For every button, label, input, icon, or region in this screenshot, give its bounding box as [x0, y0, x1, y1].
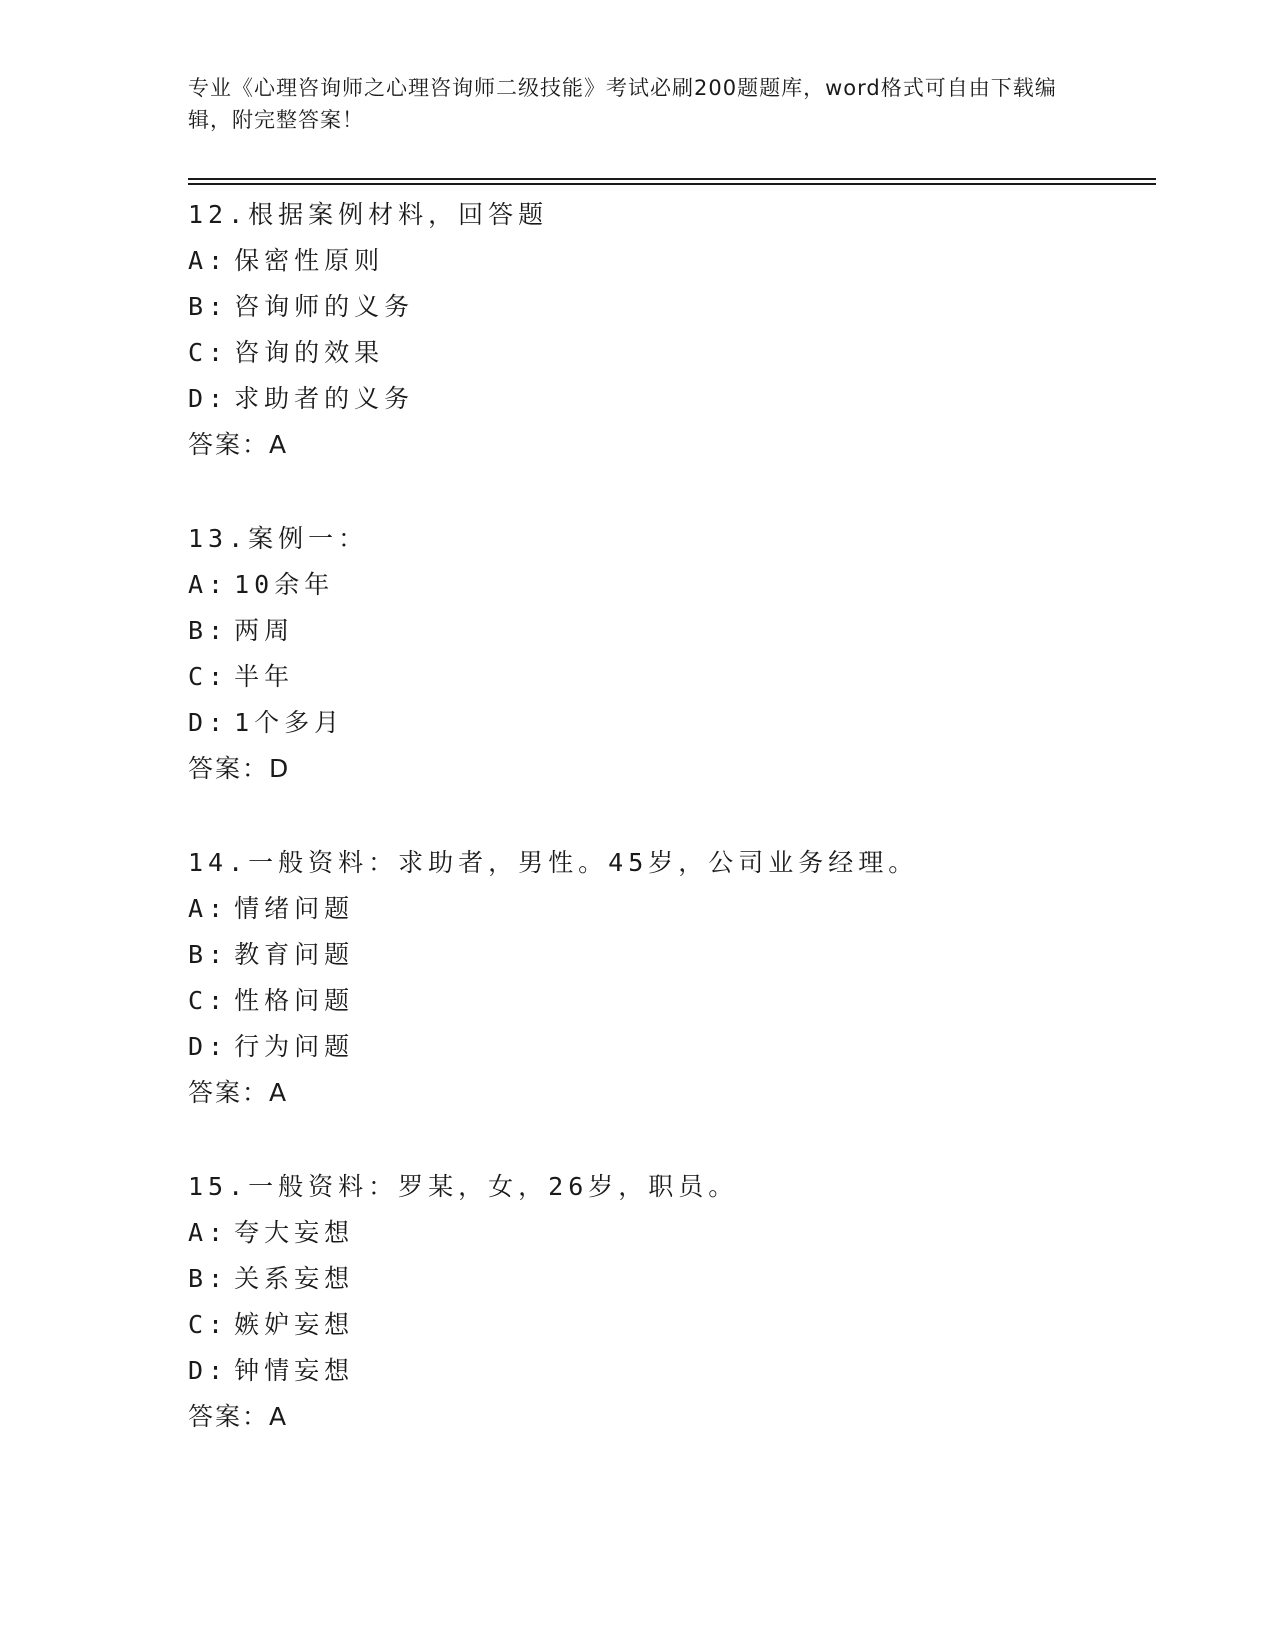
answer-label: 答案：	[188, 1402, 270, 1431]
option-label: B:	[188, 1264, 229, 1293]
answer-line	[188, 746, 1148, 792]
option-text: 半年	[234, 662, 295, 691]
option-a	[188, 562, 1148, 608]
question-stem: 15.一般资料：罗某，女，26岁，职员。	[188, 1172, 739, 1201]
option-a	[188, 1210, 1148, 1256]
option-text: 咨询的效果	[234, 338, 385, 367]
document-header-text: 专业《心理咨询师之心理咨询师二级技能》考试必刷200题题库，word格式可自由下载编辑，附完整答案！	[188, 76, 1057, 132]
answer-label: 答案：	[188, 1078, 270, 1107]
option-d	[188, 700, 1148, 746]
option-b	[188, 608, 1148, 654]
option-label: D:	[188, 384, 229, 413]
option-text: 两周	[234, 616, 295, 645]
question-item	[188, 840, 1148, 1116]
answer-label: 答案：	[188, 754, 270, 783]
option-label: A:	[188, 570, 229, 599]
option-text: 教育问题	[234, 940, 355, 969]
answer-value: A	[269, 1078, 289, 1107]
option-d	[188, 376, 1148, 422]
option-b	[188, 284, 1148, 330]
header-divider-bottom	[188, 183, 1156, 185]
option-text: 夸大妄想	[234, 1218, 355, 1247]
option-label: C:	[188, 1310, 229, 1339]
question-item	[188, 1164, 1148, 1440]
question-item	[188, 192, 1148, 468]
option-text: 性格问题	[234, 986, 355, 1015]
answer-value: A	[269, 430, 289, 459]
option-text: 保密性原则	[234, 246, 385, 275]
option-label: A:	[188, 894, 229, 923]
question-item	[188, 516, 1148, 792]
answer-line	[188, 1070, 1148, 1116]
option-text: 10余年	[234, 570, 335, 599]
question-stem: 13.案例一：	[188, 524, 369, 553]
option-text: 1个多月	[234, 708, 345, 737]
header-divider-top	[188, 178, 1156, 180]
option-c	[188, 330, 1148, 376]
option-text: 行为问题	[234, 1032, 355, 1061]
option-label: A:	[188, 1218, 229, 1247]
option-text: 咨询师的义务	[234, 292, 415, 321]
option-label: D:	[188, 708, 229, 737]
option-text: 情绪问题	[234, 894, 355, 923]
option-label: B:	[188, 616, 229, 645]
option-text: 求助者的义务	[234, 384, 415, 413]
answer-label: 答案：	[188, 430, 270, 459]
option-label: D:	[188, 1032, 229, 1061]
option-text: 嫉妒妄想	[234, 1310, 355, 1339]
answer-line	[188, 422, 1148, 468]
option-d	[188, 1348, 1148, 1394]
option-c	[188, 654, 1148, 700]
option-c	[188, 1302, 1148, 1348]
answer-value: A	[269, 1402, 289, 1431]
question-stem: 14.一般资料：求助者，男性。45岁，公司业务经理。	[188, 848, 919, 877]
option-b	[188, 1256, 1148, 1302]
option-label: B:	[188, 940, 229, 969]
option-b	[188, 932, 1148, 978]
answer-line	[188, 1394, 1148, 1440]
option-text: 关系妄想	[234, 1264, 355, 1293]
answer-value: D	[269, 754, 291, 783]
option-label: A:	[188, 246, 229, 275]
option-label: C:	[188, 662, 229, 691]
option-text: 钟情妄想	[234, 1356, 355, 1385]
option-label: D:	[188, 1356, 229, 1385]
option-c	[188, 978, 1148, 1024]
option-a	[188, 238, 1148, 284]
option-a	[188, 886, 1148, 932]
option-label: B:	[188, 292, 229, 321]
option-label: C:	[188, 338, 229, 367]
question-list	[188, 192, 1148, 1488]
question-stem: 12.根据案例材料，回答题	[188, 200, 549, 229]
option-d	[188, 1024, 1148, 1070]
option-label: C:	[188, 986, 229, 1015]
